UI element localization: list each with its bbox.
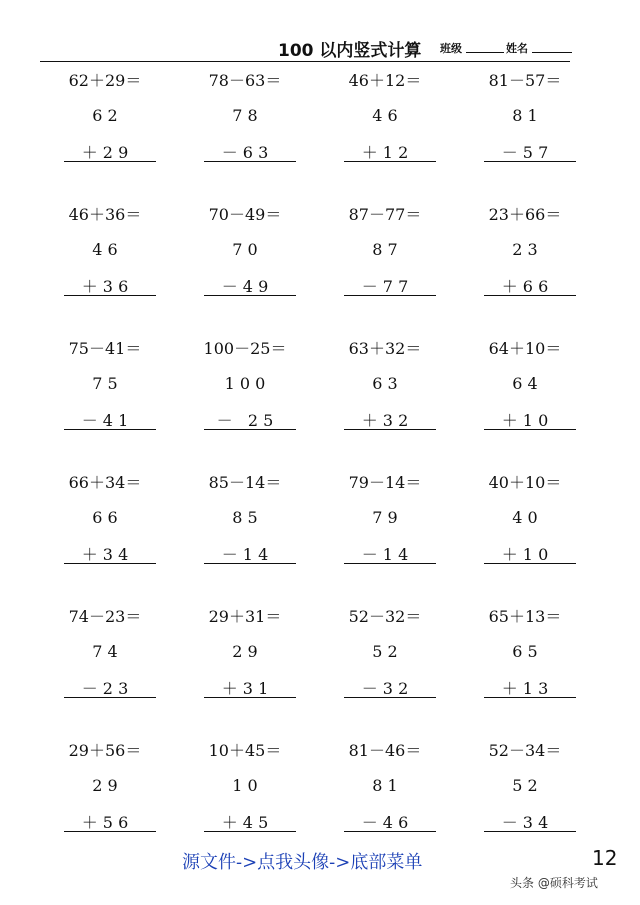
problem-item (180, 470, 310, 590)
answer-line (344, 429, 436, 430)
answer-line (64, 161, 156, 162)
problem-item (460, 470, 590, 590)
vertical-top-number: 7 9 (372, 508, 398, 527)
problem-item (180, 604, 310, 724)
problem-item (40, 202, 170, 322)
vertical-bottom-number: － 7 7 (361, 277, 409, 296)
problem-grid (0, 62, 640, 842)
answer-line (64, 831, 156, 832)
problem-item (460, 738, 590, 858)
vertical-bottom-number: ＋ 3 2 (361, 411, 409, 430)
problem-item (320, 202, 450, 322)
vertical-top-number: 7 5 (92, 374, 118, 393)
answer-line (204, 161, 296, 162)
vertical-top-number: 8 7 (372, 240, 398, 259)
class-label: 班级 (440, 42, 462, 55)
answer-line (64, 563, 156, 564)
watermark: 头条 @硕科考试 (510, 876, 598, 890)
vertical-top-number: 6 2 (92, 106, 118, 125)
answer-line (204, 831, 296, 832)
problem-equation: 87－77＝ (348, 205, 422, 224)
problem-item (460, 336, 590, 456)
answer-line (64, 697, 156, 698)
answer-line (64, 295, 156, 296)
answer-line (204, 697, 296, 698)
answer-line (344, 697, 436, 698)
problem-item (320, 68, 450, 188)
problem-equation: 29＋56＝ (68, 741, 142, 760)
vertical-bottom-number: ＋ 3 1 (221, 679, 269, 698)
vertical-bottom-number: － 1 4 (221, 545, 269, 564)
vertical-top-number: 7 0 (232, 240, 258, 259)
problem-equation: 62＋29＝ (68, 71, 142, 90)
problem-equation: 63＋32＝ (348, 339, 422, 358)
vertical-bottom-number: ＋ 6 6 (501, 277, 549, 296)
problem-equation: 40＋10＝ (488, 473, 562, 492)
vertical-bottom-number: － 3 2 (361, 679, 409, 698)
page-title: 100 以内竖式计算 (278, 41, 422, 61)
vertical-bottom-number: ＋ 1 3 (501, 679, 549, 698)
answer-line (204, 295, 296, 296)
problem-equation: 64＋10＝ (488, 339, 562, 358)
vertical-top-number: 2 3 (512, 240, 538, 259)
problem-item (40, 604, 170, 724)
problem-item (460, 604, 590, 724)
problem-equation: 23＋66＝ (488, 205, 562, 224)
problem-item (180, 336, 310, 456)
problem-equation: 46＋12＝ (348, 71, 422, 90)
answer-line (484, 563, 576, 564)
vertical-top-number: 4 0 (512, 508, 538, 527)
vertical-top-number: 6 5 (512, 642, 538, 661)
problem-equation: 46＋36＝ (68, 205, 142, 224)
answer-line (344, 161, 436, 162)
name-blank (532, 52, 572, 53)
vertical-bottom-number: － 4 9 (221, 277, 269, 296)
vertical-bottom-number: － 2 5 (216, 411, 274, 430)
vertical-top-number: 8 5 (232, 508, 258, 527)
vertical-top-number: 1 0 0 (224, 374, 266, 393)
vertical-bottom-number: ＋ 1 2 (361, 143, 409, 162)
vertical-bottom-number: ＋ 2 9 (81, 143, 129, 162)
vertical-top-number: 5 2 (512, 776, 538, 795)
vertical-bottom-number: － 2 3 (81, 679, 129, 698)
problem-item (40, 336, 170, 456)
vertical-bottom-number: ＋ 3 6 (81, 277, 129, 296)
vertical-bottom-number: ＋ 1 0 (501, 411, 549, 430)
vertical-bottom-number: ＋ 3 4 (81, 545, 129, 564)
problem-equation: 100－25＝ (203, 339, 287, 358)
problem-equation: 81－57＝ (488, 71, 562, 90)
problem-equation: 65＋13＝ (488, 607, 562, 626)
problem-equation: 75－41＝ (68, 339, 142, 358)
vertical-top-number: 6 6 (92, 508, 118, 527)
problem-equation: 81－46＝ (348, 741, 422, 760)
problem-equation: 10＋45＝ (208, 741, 282, 760)
class-blank (466, 52, 504, 53)
answer-line (484, 429, 576, 430)
problem-item (40, 68, 170, 188)
problem-item (180, 202, 310, 322)
problem-item (40, 470, 170, 590)
page-number: 12 (592, 846, 618, 870)
problem-equation: 52－34＝ (488, 741, 562, 760)
vertical-bottom-number: － 5 7 (501, 143, 549, 162)
vertical-top-number: 2 9 (232, 642, 258, 661)
problem-equation: 78－63＝ (208, 71, 282, 90)
vertical-top-number: 4 6 (372, 106, 398, 125)
problem-item (180, 68, 310, 188)
vertical-top-number: 2 9 (92, 776, 118, 795)
problem-item (320, 470, 450, 590)
answer-line (344, 295, 436, 296)
problem-item (180, 738, 310, 858)
problem-equation: 66＋34＝ (68, 473, 142, 492)
problem-item (320, 336, 450, 456)
problem-item (40, 738, 170, 858)
vertical-top-number: 7 8 (232, 106, 258, 125)
vertical-top-number: 5 2 (372, 642, 398, 661)
problem-equation: 70－49＝ (208, 205, 282, 224)
problem-item (460, 68, 590, 188)
vertical-bottom-number: － 4 1 (81, 411, 129, 430)
problem-item (320, 604, 450, 724)
vertical-top-number: 6 4 (512, 374, 538, 393)
page-header (0, 0, 640, 62)
answer-line (484, 697, 576, 698)
answer-line (484, 831, 576, 832)
vertical-bottom-number: － 4 6 (361, 813, 409, 832)
name-label: 姓名 (506, 42, 528, 55)
vertical-bottom-number: ＋ 4 5 (221, 813, 269, 832)
problem-equation: 74－23＝ (68, 607, 142, 626)
vertical-top-number: 8 1 (372, 776, 398, 795)
vertical-top-number: 7 4 (92, 642, 118, 661)
vertical-bottom-number: － 3 4 (501, 813, 549, 832)
answer-line (344, 831, 436, 832)
vertical-top-number: 1 0 (232, 776, 258, 795)
vertical-bottom-number: － 6 3 (221, 143, 269, 162)
problem-equation: 29＋31＝ (208, 607, 282, 626)
problem-equation: 52－32＝ (348, 607, 422, 626)
answer-line (344, 563, 436, 564)
answer-line (64, 429, 156, 430)
problem-equation: 85－14＝ (208, 473, 282, 492)
answer-line (204, 563, 296, 564)
vertical-bottom-number: － 1 4 (361, 545, 409, 564)
vertical-bottom-number: ＋ 5 6 (81, 813, 129, 832)
vertical-top-number: 8 1 (512, 106, 538, 125)
vertical-top-number: 4 6 (92, 240, 118, 259)
source-file-link[interactable]: 源文件->点我头像->底部菜单 (182, 852, 423, 873)
problem-item (460, 202, 590, 322)
answer-line (484, 295, 576, 296)
vertical-bottom-number: ＋ 1 0 (501, 545, 549, 564)
problem-item (320, 738, 450, 858)
vertical-top-number: 6 3 (372, 374, 398, 393)
answer-line (204, 429, 296, 430)
answer-line (484, 161, 576, 162)
problem-equation: 79－14＝ (348, 473, 422, 492)
